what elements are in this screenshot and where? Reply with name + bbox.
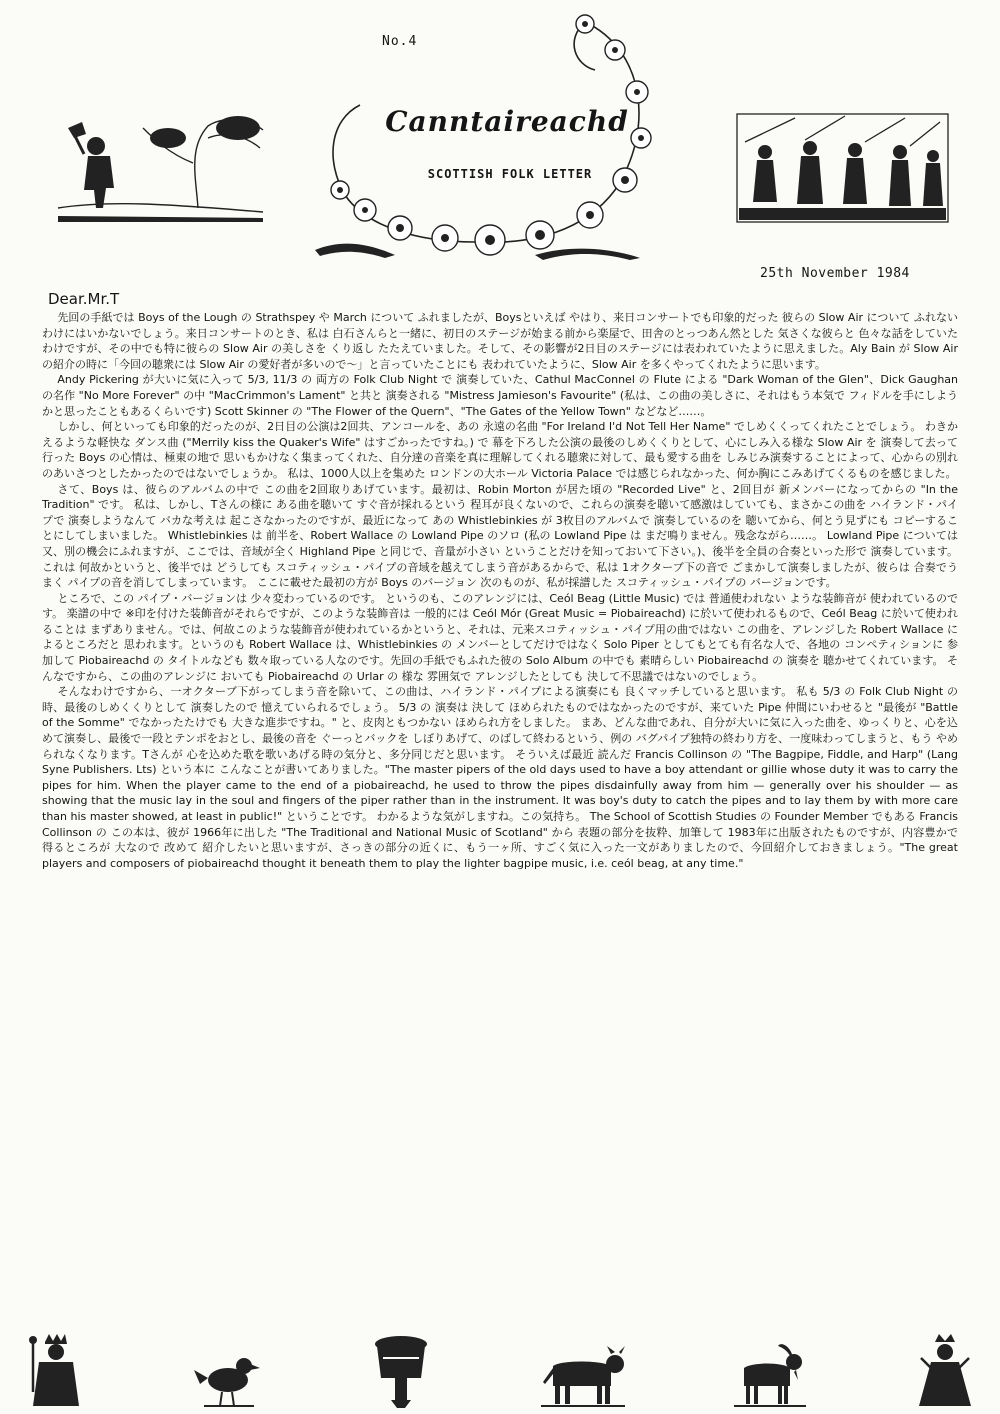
marching-pipers-engraving-icon <box>735 112 950 224</box>
goat-icon <box>734 1342 806 1408</box>
paragraph: Andy Pickering が大いに気に入って 5/3, 11/3 の 両方の Folk Club Night で 演奏していた、Cathul MacConnel の Flute による "Dark Woman of the Glen"、Dick Gaughan の名作 "No More Forever" の中 "MacCrimmon's Lament" と共と 演奏される "Mistress Jamieson's Favourite" (私は、この曲の美しさに、それはもう本気で フィドルを手にしようかと思ったこともあるくらいです) Scott Skinner の "The Flower of the Quern"、"The Gates of the Yellow Town" などなど……。 <box>42 373 958 418</box>
issue-number: No.4 <box>382 34 418 49</box>
paragraph: ところで、この パイプ・バージョンは 少々変わっているのです。 というのも、このアレンジには、Ceól Beag (Little Music) では 普通使われない ような装飾音が 使われているのです。 楽譜の中で ※印を付けた装飾音がそれらですが、このような装飾音は 一般的には Ceól Mór (Great Music = Piobaireachd) に於いて使われるもので、Ceól Beag に於いて使われることは まずありません。では、何故このような装飾音が使われているかというと、それは、元来スコティッシュ・パイプ用の曲ではない この曲を、アレンジした Robert Wallace によるところだと 思われます。というのも Robert Wallace は、Whistlebinkies の メンバーとしてだけではなく Solo Piper としてもとても有名な人で、各地の コンペティションに 参加して Piobaireachd の タイトルなども 数々取っている人なのです。先回の手紙でもふれた彼の Solo Album の中でも 素晴らしい Piobaireachd の 演奏を 聴かせてくれています。 そんなですから、この曲のアレンジに おいても Piobaireachd の Urlar の 様な 雰囲気で アレンジしたとしても 決して不思議ではないのでしょう。 <box>42 591 958 683</box>
king-with-scepter-icon <box>25 1332 85 1408</box>
letter-body <box>42 288 958 1326</box>
bird-icon <box>194 1348 260 1408</box>
cattle-icon <box>541 1346 625 1408</box>
masthead-title: Canntaireachd <box>385 105 629 138</box>
letter-date: 25th November 1984 <box>760 266 910 281</box>
footer-decoration-row <box>25 1328 975 1408</box>
queen-figure-icon <box>915 1332 975 1408</box>
paragraph: 先回の手紙では Boys of the Lough の Strathspey や March について ふれましたが、Boysといえば やはり、来日コンサートでも印象的だった 彼らの Slow Air について ふれないわけにはいかないでしょう。来日コンサートのとき、私は 白石さんらと一緒に、初日のステージが始まる前から楽屋で、田舎のとっつあん然とした 気さくな彼らと 色々な話をしていたわけですが、その中でも特に彼らの Slow Air の美しさを くり返し たたえていました。そして、その影響が2日目のステージには表われていたように思えました。Aly Bain が Slow Air の紹介の時に「今回の聴衆には Slow Air の愛好者が多いので〜」と言っていたことにも 表われていたように、Slow Air を多くやってくれたように思います。 <box>42 311 958 371</box>
bagpipe-drone-icon <box>369 1334 433 1408</box>
boy-waving-hat-engraving-icon <box>48 108 273 223</box>
paragraph: しかし、何といっても印象的だったのが、2日目の公演は2回共、アンコールを、あの 永遠の名曲 "For Ireland I'd Not Tell Her Name" でしめくくってくれたことでしょう。 わきかえるような軽快な ダンス曲 ("Merrily kiss the Quaker's Wife" はすごかったですね。) で 幕を下ろした公演の最後のしめくくりとして、心にしみ入る様な Slow Air を 演奏して去って行った Boys の心情は、極東の地で 思いもかけなく集まってくれた、自分達の音楽を真に理解してくれる聴衆に対して、最も愛する曲を しみじみ演奏することによって、心からの別れのあいさつとしたかったのではないでしょうか。 私は、1000人以上を集めた ロンドンの大ホール Victoria Palace では感じられなかった、何か胸にこみあげてくるものを感じました。 <box>42 420 958 480</box>
paragraph: さて、Boys は、彼らのアルバムの中で この曲を2回取りあげています。最初は、Robin Morton が居た頃の "Recorded Live" と、2回目が 新メンバーになってからの "In the Tradition" です。 私は、しかし、Tさんの様に ある曲を聴いて すぐ音が採れるという 程耳が良くないので、これらの演奏を聴いて感激はしていても、まさかこの曲を ハイランド・パイプで 演奏しようなんて バカな考えは 起こさなかったのですが、最近になって あの Whistlebinkies が 3枚目のアルバムで 演奏しているのを 聴いてから、何とう見ずにも コピーすることにしてしまいました。 Whistlebinkies は 前半を、Robert Wallace の Lowland Pipe のソロ (私の Lowland Pipe は まだ鳴りません。残念ながら……。 Lowland Pipe については 又、別の機会にふれますが、ここでは、音域が全く Highland Pipe と同じで、音量が小さい ということだけを知っておいて下さい。)、後半を全員の合奏といった形で 演奏しています。 これは 何故かというと、後半では どうしても スコティッシュ・パイプの音域を越えてしまう音があるからで、私は 1オクターブ下の音で ごまかして演奏しましたが、彼らは 合奏でうまく パイプの音を消してしまっています。 ここに載せた最初の方が Boys のバージョン 次のものが、私が採譜した スコティッシュ・パイプの バージョンです。 <box>42 482 958 590</box>
salutation: Dear.Mr.T <box>48 290 120 308</box>
paragraph: そんなわけですから、一オクターブ下がってしまう音を除いて、この曲は、ハイランド・パイプによる演奏にも 良くマッチしていると思います。 私も 5/3 の Folk Club Night の 時、最後のしめくくりとして 演奏したので 憶えていられるでしょう。 5/3 の 演奏は 決して ほめられたものではなかったのですが、来ていた Pipe 仲間にいわせると "最後が "Battle of the Somme" でなかったたけでも 大きな進歩ですね。" と、皮肉ともつかない ほめられ方をしました。 まあ、どんな曲であれ、自分が大いに気に入った曲を、ゆっくりと、心を込めて演奏し、最後で一段とテンポをおとし、最後の音を ぐーっとバックを しぼりあげて、のばして終わるという、例の バグパイプ独特の終わり方を、一度味わってしまうと、もう やめられなくなります。Tさんが 心を込めた歌を歌いあげる時の気分と、多分同じだと思います。 そういえば最近 読んだ Francis Collinson の "The Bagpipe, Fiddle, and Harp" (Lang Syne Publishers. Lts) という本に こんなことが書いてありました。"The master pipers of the old days used to have a boy attendant or gillie whose duty it was to carry the pipes for him. When the player came to the end of a piobaireachd, he used to throw the pipes disdainfully away from him — generally over his shoulder — as showing that the music lay in the soul and fingers of the piper rather than in the instrument. It was boy's duty to catch the pipes and to lay them by with more care than his master showed, at least in public!" ということです。 わかるような気がしますね。この気持ち。 The School of Scottish Studies の Founder Member でもある Francis Collinson の この本は、彼が 1966年に出した "The Traditional and National Music of Scotland" から 表題の部分を抜粋、加筆して 1983年に出版されたものですが、内容豊かで 得るところが 大なので 改めて 紹介したいと思いますが、さっきの部分の近くに、もう一ヶ所、すごく気に入った一文がありましたので、今回紹介しておきましょう。"The great players and composers of piobaireachd thought it beneath them to play the lighter bagpipe music, i.e. ceól beag, at any time." <box>42 685 958 870</box>
masthead-subtitle: SCOTTISH FOLK LETTER <box>427 167 593 181</box>
